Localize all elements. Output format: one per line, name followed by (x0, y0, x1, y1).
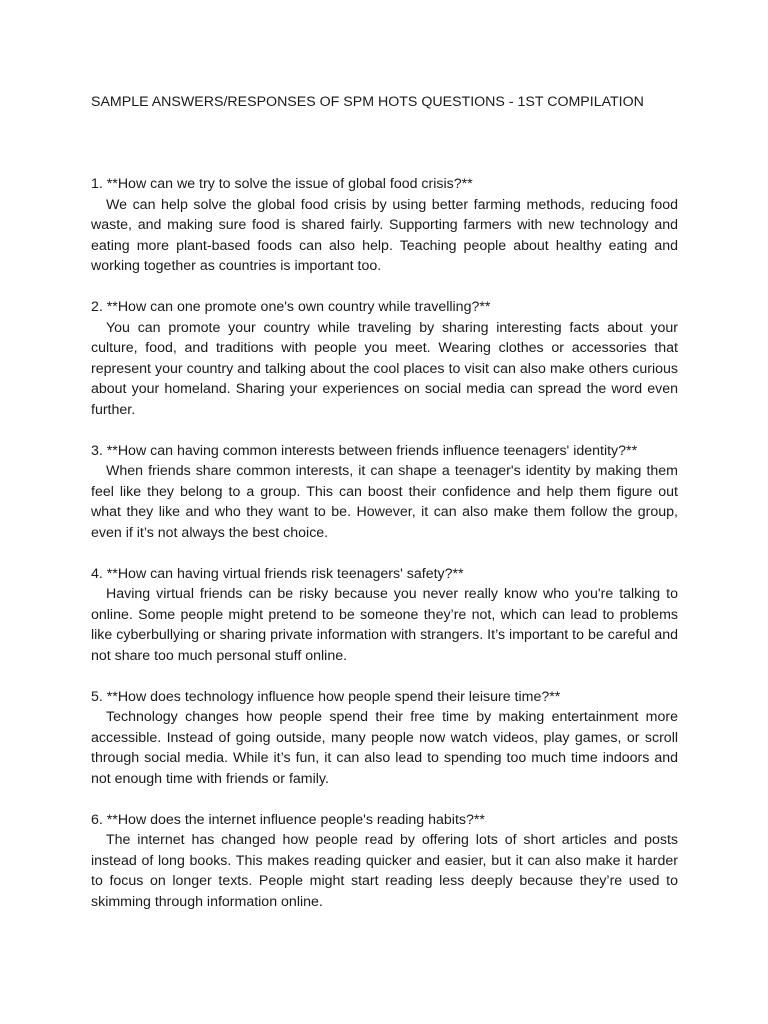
qa-list (91, 174, 678, 933)
qa-item (91, 297, 678, 420)
answer-text: We can help solve the global food crisis by using better farming methods, reducing food waste, and making sure food is shared fairly. Supporting farmers with new technology and eating more plant-based foods can also help. Teaching people about healthy eating and working together as countries is important too. (91, 196, 678, 274)
qa-item (91, 441, 678, 544)
question-text: 6. **How does the internet influence people's reading habits?** (91, 811, 485, 828)
qa-item (91, 564, 678, 667)
question-text: 1. **How can we try to solve the issue of global food crisis?** (91, 176, 473, 192)
question-text: 5. **How does technology influence how people spend their leisure time?** (91, 688, 561, 705)
question-text: 2. **How can one promote one's own country while travelling?** (91, 299, 491, 315)
qa-item (91, 174, 678, 277)
question-text: 3. **How can having common interests between friends influence teenagers' identity?** (91, 442, 638, 459)
qa-item (91, 810, 678, 913)
qa-item (91, 687, 678, 790)
question-text: 4. **How can having virtual friends risk teenagers' safety?** (91, 565, 464, 582)
answer-text: The internet has changed how people read by offering lots of short articles and posts instead of long books. This makes reading quicker and easier, but it can also make it harder to focus on longer texts. People might start reading less deeply because they’re used to skimming through information online. (91, 832, 678, 910)
answer-text: Technology changes how people spend their free time by making entertainment more accessible. Instead of going outside, many people now watch videos, play games, or scroll through social media. While it’s fun, it can also lead to spending too much time indoors and not enough time with friends or family. (91, 709, 678, 787)
answer-text: When friends share common interests, it can shape a teenager's identity by making them feel like they belong to a group. This can boost their confidence and help them figure out what they like and who they want to be. However, it can also make them follow the group, even if it’s not always the best choice. (91, 463, 678, 541)
answer-text: You can promote your country while traveling by sharing interesting facts about your culture, food, and traditions with people you meet. Wearing clothes or accessories that represent your country and talking about the cool places to visit can also make others curious about your homeland. Sharing your experiences on social media can spread the word even further. (91, 319, 678, 418)
document-title: SAMPLE ANSWERS/RESPONSES OF SPM HOTS QUESTIONS - 1ST COMPILATION (91, 94, 644, 110)
answer-text: Having virtual friends can be risky because you never really know who you're talking to online. Some people might pretend to be someone they’re not, which can lead to problems like cyberbullying or sharing private information with strangers. It’s important to be careful and not share too much personal stuff online. (91, 586, 678, 664)
